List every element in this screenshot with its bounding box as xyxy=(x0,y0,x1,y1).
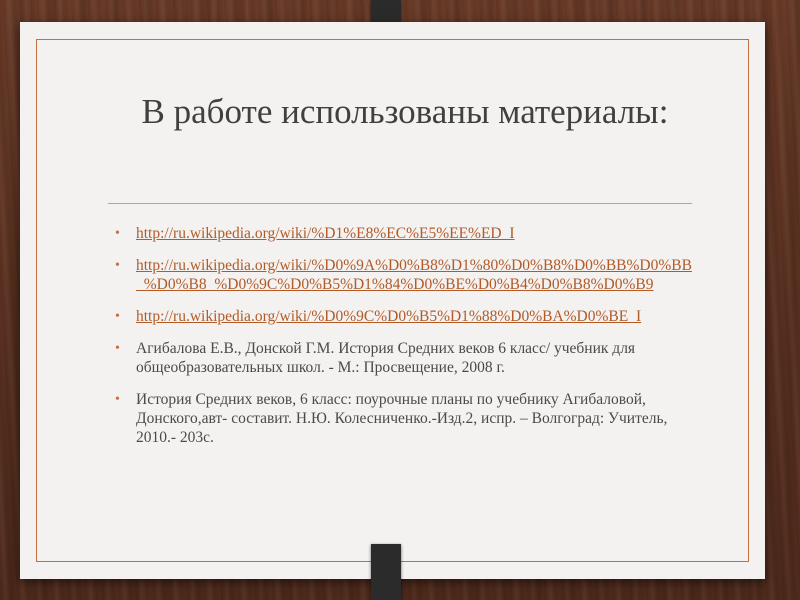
reference-link[interactable]: http://ru.wikipedia.org/wiki/%D0%9A%D0%B8%D1%80%D0%B8%D0%BB%D0%BB_%D0%B8_%D0%9C%D0%B5%D1%84%D0%BE%D0%B4%D0%B8%D0%B9 xyxy=(136,257,692,293)
bullet-icon: • xyxy=(115,392,120,407)
references-list xyxy=(112,224,692,460)
reference-item xyxy=(112,390,692,447)
reference-item xyxy=(112,339,692,377)
bullet-icon: • xyxy=(115,341,120,356)
reference-link[interactable]: http://ru.wikipedia.org/wiki/%D1%E8%EC%E5%EE%ED_I xyxy=(136,225,515,242)
reference-item xyxy=(112,256,692,294)
bullet-icon: • xyxy=(115,226,120,241)
bullet-icon: • xyxy=(115,309,120,324)
reference-item xyxy=(112,224,692,243)
reference-text: Агибалова Е.В., Донской Г.М. История Средних веков 6 класс/ учебник для общеобразовательных школ. - М.: Просвещение, 2008 г. xyxy=(136,340,636,376)
reference-item xyxy=(112,307,692,326)
reference-link[interactable]: http://ru.wikipedia.org/wiki/%D0%9C%D0%B5%D1%88%D0%BA%D0%BE_I xyxy=(136,308,642,325)
bullet-icon: • xyxy=(115,258,120,273)
binder-clip-bottom xyxy=(371,544,401,600)
slide-title: В работе использованы материалы: xyxy=(141,92,669,131)
reference-text: История Средних веков, 6 класс: поурочные планы по учебнику Агибаловой, Донского,авт- составит. Н.Ю. Колесниченко.-Изд.2, испр. – Волгоград: Учитель, 2010.- 203с. xyxy=(136,391,668,446)
title-divider xyxy=(108,203,692,204)
